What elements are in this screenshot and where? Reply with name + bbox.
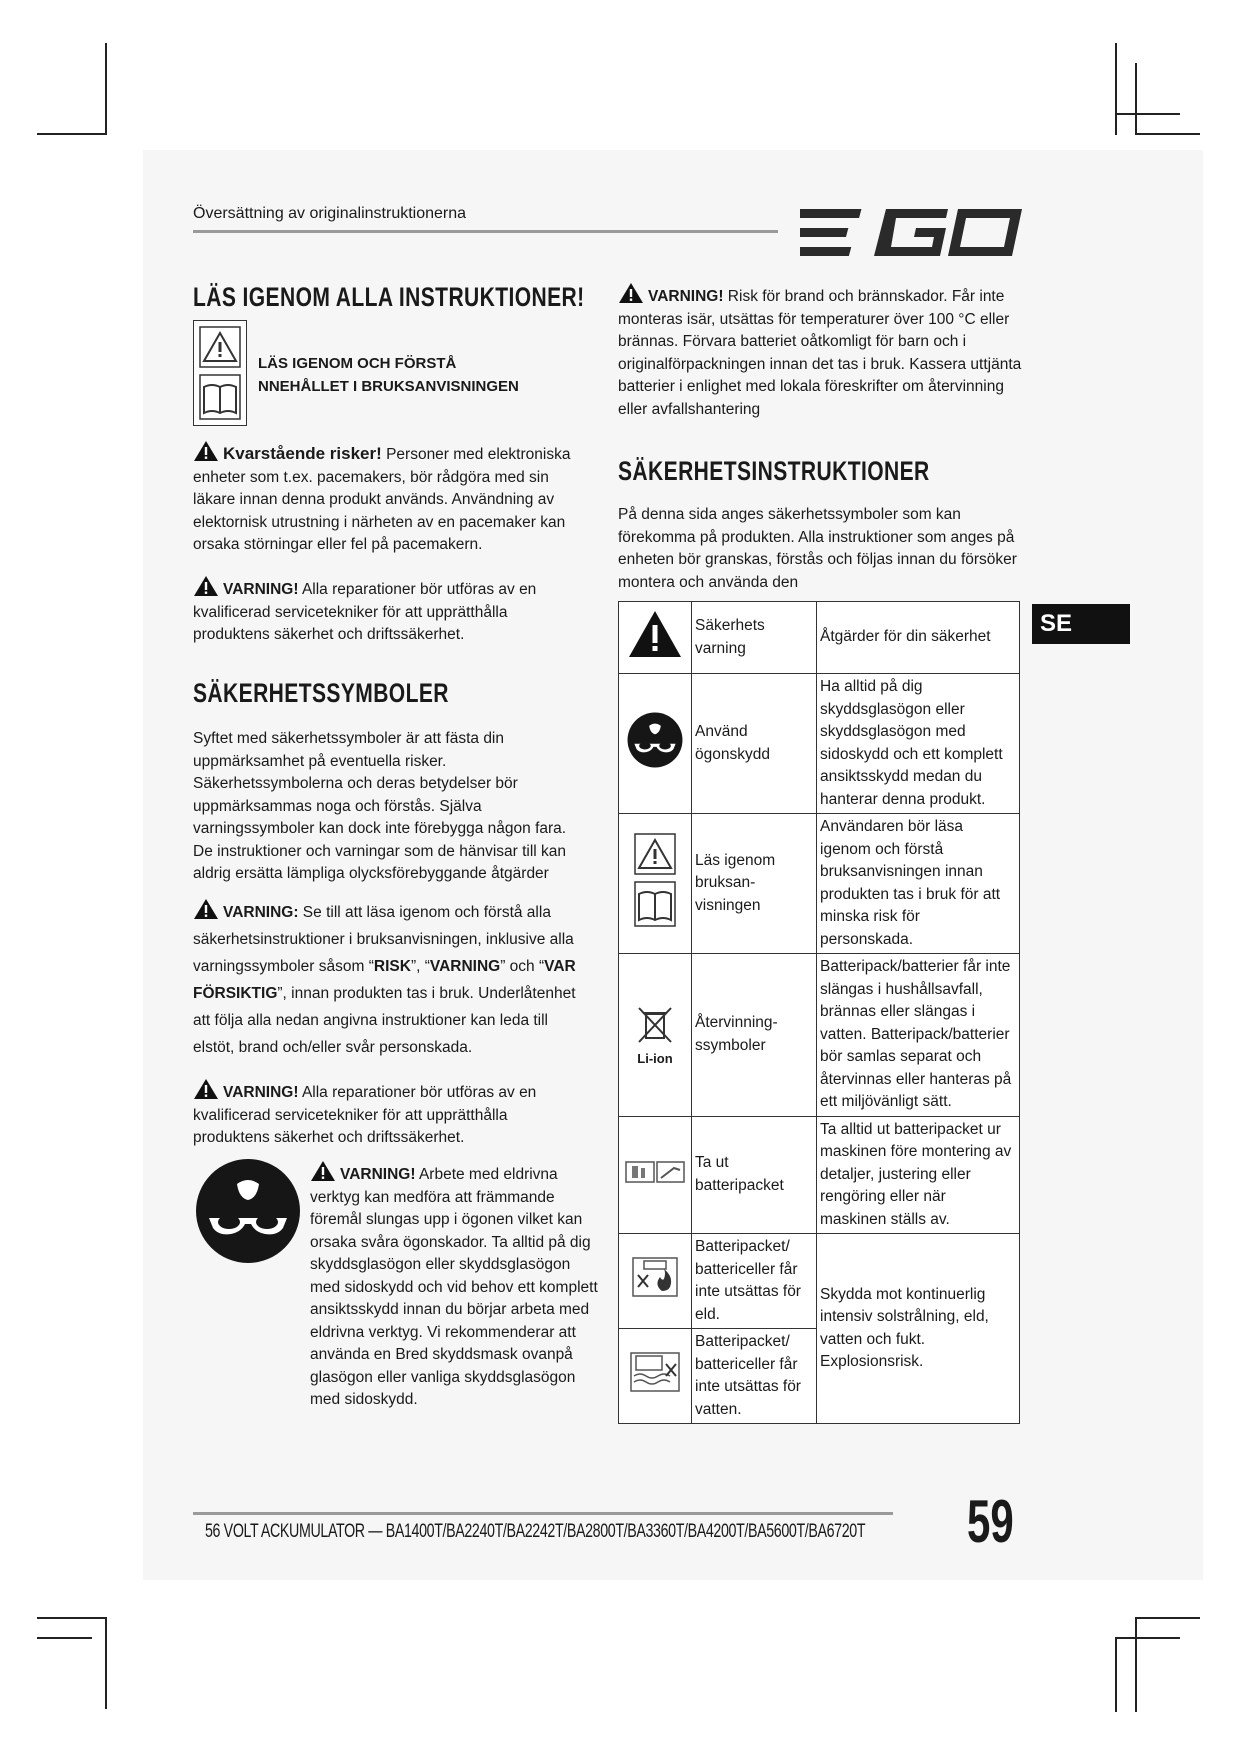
- read-manual-box: [193, 320, 247, 426]
- no-water-icon: [628, 1350, 682, 1394]
- crop-mark: [1115, 1637, 1180, 1639]
- read-manual-icon: [194, 321, 246, 425]
- crop-mark: [37, 1637, 92, 1639]
- page-number: 59: [967, 1488, 1014, 1555]
- crop-mark: [1135, 1617, 1200, 1619]
- crop-mark: [1135, 133, 1200, 135]
- instructions-intro-paragraph: På denna sida anges säkerhetssymboler som kan förekomma på produkten. Alla instruktioner som anges på enheten bör granskas, förstås och följas innan du försöker montera och använda den: [618, 506, 1017, 591]
- warning-triangle-icon: [193, 1078, 219, 1100]
- warning-triangle-icon: [193, 440, 219, 462]
- warning2-text-d: ”, innan produkten tas i bruk. Underlåtenhet att följa alla nedan angivna instruktioner kan leda till elstöt, brand och/eller svår personskada.: [193, 985, 576, 1056]
- fire-warning-paragraph: [618, 282, 1028, 421]
- crop-mark: [1135, 1617, 1137, 1712]
- table-name-cell: Återvinning-ssymboler: [692, 954, 817, 1117]
- residual-label: Kvarstående risker!: [223, 444, 382, 463]
- table-row: [619, 674, 1020, 814]
- warning2-text-a: Se till att läsa igenom och förstå alla säkerhetsinstruktioner i bruksanvisningen, inklusive alla varningssymboler såsom “: [193, 904, 574, 975]
- crop-mark: [1115, 113, 1180, 115]
- table-name-cell: Batteripacket/ battericeller får inte utsättas för eld.: [692, 1234, 817, 1329]
- residual-risks-paragraph: [193, 440, 588, 557]
- crop-mark: [105, 1617, 107, 1709]
- crop-mark: [1115, 1637, 1117, 1712]
- table-name-cell: Läs igenom bruksan-visningen: [692, 814, 817, 954]
- table-icon-cell: [619, 674, 692, 814]
- warning1-label: VARNING!: [223, 581, 299, 598]
- crop-mark: [105, 43, 107, 135]
- read-box-line2: NNEHÅLLET I BRUKSANVISNINGEN: [258, 378, 519, 395]
- warning4-text: Arbete med eldrivna verktyg kan medföra att främmande föremål slungas upp i ögonen vilket kan orsaka svåra ögonskador. Ta alltid på dig skyddsglasögon eller skyddsglasögon med sidoskydd och vid behov ett komplett ansiktsskydd innan du börjar arbeta med eldrivna verktyg. Vi rekommenderar att använda en Bred skyddsmask ovanpå glasögon eller vanliga skyddsglasögon med sidoskydd.: [310, 1166, 598, 1408]
- warning-paragraph-2: [193, 898, 593, 1061]
- residual-text: Personer med elektroniska enheter som t.ex. pacemakers, bör rådgöra med sin läkare innan denna produkt används. Användning av elektornisk utrustning i närheten av en pacemaker kan orsaka störningar eller fel på pacemakern.: [193, 446, 571, 553]
- read-all-heading: LÄS IGENOM ALLA INSTRUKTIONER!: [193, 282, 585, 312]
- table-row: [619, 954, 1020, 1117]
- symbols-intro-paragraph: Syftet med säkerhetssymboler är att fästa din uppmärksamhet på eventuella risker. Säkerhetssymbolerna och deras betydelser bör uppmärksammas noga och förstås. Själva varningssymboler kan dock inte förebygga någon fara. De instruktioner och varningar som de hänvisar till kan aldrig ersätta lämpliga olycksförebyggande åtgärder: [193, 730, 567, 882]
- table-name-cell: Ta ut batteripacket: [692, 1116, 817, 1234]
- warning-paragraph-1: [193, 575, 588, 647]
- table-icon-cell: [619, 954, 692, 1117]
- recycling-bin-icon: [635, 1004, 675, 1044]
- table-row: [619, 602, 1020, 674]
- language-tab: SE: [1032, 604, 1130, 644]
- table-desc-cell: Ha alltid på dig skyddsglasögon eller skyddsglasögon med sidoskydd och ett komplett ansiktsskydd medan du hanterar denna produkt.: [817, 674, 1020, 814]
- safety-instructions-heading: SÄKERHETSINSTRUKTIONER: [618, 456, 930, 486]
- table-row: [619, 1234, 1020, 1329]
- crop-mark: [37, 133, 107, 135]
- ego-logo: [800, 207, 1025, 259]
- table-icon-cell: [619, 1116, 692, 1234]
- table-name-cell: Batteripacket/ battericeller får inte utsättas för vatten.: [692, 1329, 817, 1424]
- crop-mark: [37, 1617, 107, 1619]
- warning-paragraph-3: [193, 1078, 588, 1150]
- read-box-line1: LÄS IGENOM OCH FÖRSTÅ: [258, 355, 457, 372]
- warning3-text: Alla reparationer bör utföras av en kvalificerad servicetekniker för att upprätthålla produktens säkerhet och driftssäkerhet.: [193, 1084, 537, 1146]
- remove-battery-icon: [624, 1156, 686, 1186]
- table-row: [619, 814, 1020, 954]
- header-rule: [193, 230, 778, 233]
- warning4-label: VARNING!: [340, 1166, 416, 1183]
- table-name-cell: Använd ögonskydd: [692, 674, 817, 814]
- table-icon-cell: [619, 814, 692, 954]
- table-name-cell: Säkerhets varning: [692, 602, 817, 674]
- warning2-var-forsiktig: VAR FÖRSIKTIG: [193, 958, 576, 1002]
- logo-text: EGO: [800, 207, 803, 208]
- warning2-text-b: ”, “: [410, 958, 430, 975]
- read-manual-text: [258, 352, 519, 398]
- table-icon-cell: [619, 1234, 692, 1329]
- eye-protection-icon: [195, 1158, 301, 1264]
- read-manual-icon: [629, 828, 681, 932]
- fire-warning-label: VARNING!: [648, 288, 724, 305]
- table-desc-cell: Ta alltid ut batteripacket ur maskinen före montering av detaljer, justering eller rengöring eller när maskinen ställs av.: [817, 1116, 1020, 1234]
- li-ion-label: Li-ion: [637, 1050, 673, 1066]
- warning-triangle-icon: [193, 575, 219, 597]
- warning2-varning: VARNING: [429, 958, 501, 975]
- safety-symbols-heading: SÄKERHETSSYMBOLER: [193, 678, 449, 708]
- warning-triangle-icon: [193, 898, 219, 920]
- warning-triangle-icon: [627, 609, 683, 659]
- eye-protection-icon: [627, 712, 683, 768]
- warning-triangle-icon: [310, 1160, 336, 1182]
- warning2-label: VARNING:: [223, 904, 299, 921]
- no-fire-icon: [630, 1255, 680, 1299]
- table-desc-cell: Skydda mot kontinuerlig intensiv solstrålning, eld, vatten och fukt. Explosionsrisk.: [817, 1234, 1020, 1424]
- warning3-label: VARNING!: [223, 1084, 299, 1101]
- table-row: [619, 1116, 1020, 1234]
- fire-warning-text: Risk för brand och brännskador. Får inte monteras isär, utsättas för temperaturer över 100 °C eller brännas. Förvara batteriet oåtkomligt för barn och i originalförpackningen innan det tas i bruk. Kassera uttjänta batterier i enlighet med lokala föreskrifter om återvinning eller avfallshantering: [618, 288, 1022, 418]
- crop-mark: [1115, 43, 1117, 135]
- table-icon-cell: [619, 602, 692, 674]
- warning2-risk: RISK: [373, 958, 411, 975]
- table-desc-cell: Användaren bör läsa igenom och förstå bruksanvisningen innan produkten tas i bruk för att minska risk för personskada.: [817, 814, 1020, 954]
- table-desc-cell: Åtgärder för din säkerhet: [817, 602, 1020, 674]
- table-desc-cell: Batteripack/batterier får inte slängas i hushållsavfall, brännas eller slängas i vatten. Batteripack/batterier bör samlas separat och återvinnas eller hanteras på ett miljövänligt sätt.: [817, 954, 1020, 1117]
- warning-paragraph-4: [310, 1160, 600, 1412]
- safety-symbols-table: [618, 601, 1020, 1424]
- warning1-text: Alla reparationer bör utföras av en kvalificerad servicetekniker för att upprätthålla produktens säkerhet och driftssäkerhet.: [193, 581, 537, 643]
- warning-triangle-icon: [618, 282, 644, 304]
- document-subtitle: Översättning av originalinstruktionerna: [193, 205, 467, 222]
- footer-model-line: 56 VOLT ACKUMULATOR — BA1400T/BA2240T/BA2242T/BA2800T/BA3360T/BA4200T/BA5600T/BA6720T: [205, 1521, 866, 1542]
- warning2-text-c: ” och “: [500, 958, 545, 975]
- crop-mark: [1135, 63, 1137, 135]
- footer-rule: [193, 1512, 893, 1515]
- table-icon-cell: [619, 1329, 692, 1424]
